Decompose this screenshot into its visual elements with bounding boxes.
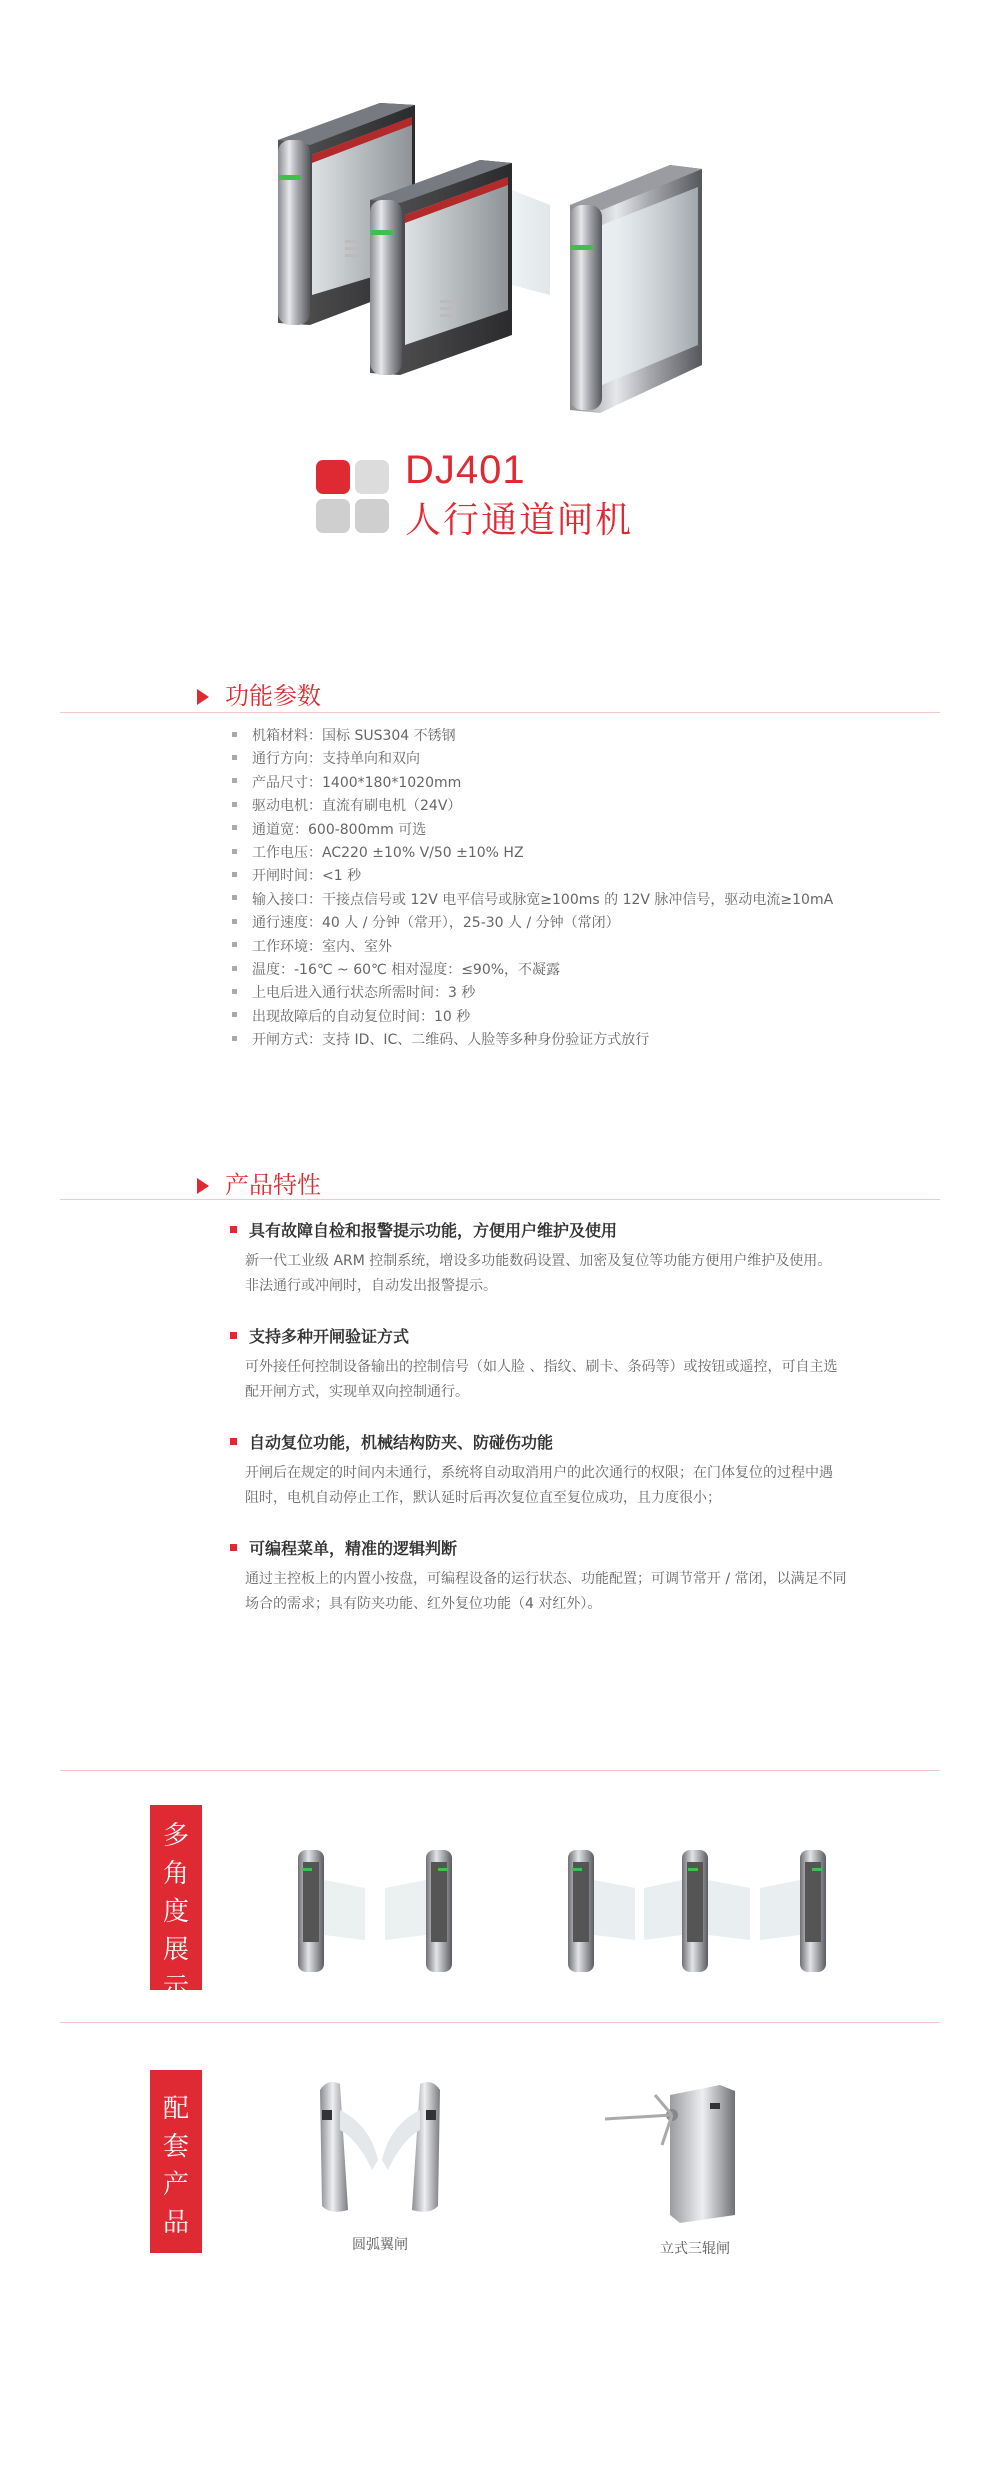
feature-item: [230, 1324, 930, 1405]
divider: [60, 1199, 940, 1200]
feature-item: [230, 1218, 930, 1299]
brand-logo: [316, 460, 396, 540]
divider: [60, 2022, 940, 2023]
specs-heading: [197, 676, 321, 711]
divider: [60, 1770, 940, 1771]
gate-right: [570, 165, 702, 413]
spec-item: 上电后进入通行状态所需时间：3 秒: [232, 982, 932, 1005]
label-char: 角: [162, 1859, 189, 1889]
label-char: 多: [162, 1821, 189, 1851]
features-heading: [197, 1165, 321, 1200]
feature-title: 自动复位功能，机械结构防夹、防碰伤功能: [249, 1433, 554, 1452]
product-model: DJ401: [405, 448, 526, 492]
hero-product-image: [250, 95, 750, 425]
spec-item: 输入接口：干接点信号或 12V 电平信号或脉宽≥100ms 的 12V 脉冲信号，驱动电流≥10mA: [232, 889, 932, 912]
feature-desc-line: 开闸后在规定的时间内未通行，系统将自动取消用户的此次通行的权限；在门体复位的过程中遇: [245, 1465, 833, 1481]
spec-item: 温度：-16℃ ~ 60℃ 相对湿度：≤90%，不凝露: [232, 959, 932, 982]
spec-item: 产品尺寸：1400*180*1020mm: [232, 772, 932, 795]
label-char: 示: [162, 1973, 189, 2003]
product-caption: 立式三辊闸: [660, 2241, 730, 2257]
spec-item: 通道宽：600-800mm 可选: [232, 819, 932, 842]
tripod-turnstile-image: [600, 2075, 750, 2225]
spec-item: 出现故障后的自动复位时间：10 秒: [232, 1006, 932, 1029]
bullet-square-icon: [230, 1226, 237, 1233]
related-products-label: [150, 2070, 202, 2253]
feature-desc-line: 阻时，电机自动停止工作，默认延时后再次复位直至复位成功，且力度很小；: [245, 1490, 721, 1506]
product-name: 人行通道闸机: [405, 500, 634, 541]
spec-item: 开闸方式：支持 ID、IC、二维码、人脸等多种身份验证方式放行: [232, 1029, 932, 1052]
feature-desc-line: 配开闸方式，实现单双向控制通行。: [245, 1384, 469, 1400]
feature-title: 可编程菜单，精准的逻辑判断: [249, 1539, 458, 1558]
arrow-right-icon: [197, 1178, 209, 1194]
logo-square-red: [316, 460, 350, 494]
product-caption: 圆弧翼闸: [352, 2237, 408, 2253]
feature-desc-line: 可外接任何控制设备输出的控制信号（如人脸 、指纹、刷卡、条码等）或按钮或遥控，可自主选: [245, 1359, 838, 1375]
multi-angle-image-two-lane: [290, 1840, 460, 1980]
label-char: 套: [162, 2132, 189, 2162]
feature-item: [230, 1430, 930, 1511]
multi-angle-image-three-lane: [560, 1840, 840, 1980]
feature-desc-line: 通过主控板上的内置小按盘，可编程设备的运行状态、功能配置；可调节常开 / 常闭，以满足不同: [245, 1571, 847, 1587]
glass-flap: [512, 190, 550, 295]
spec-item: 开闸时间：<1 秒: [232, 865, 932, 888]
features-heading-text: 产品特性: [225, 1171, 321, 1199]
bullet-square-icon: [230, 1332, 237, 1339]
feature-title: 具有故障自检和报警提示功能，方便用户维护及使用: [249, 1221, 618, 1240]
bullet-square-icon: [230, 1438, 237, 1445]
spec-item: 工作电压：AC220 ±10% V/50 ±10% HZ: [232, 842, 932, 865]
label-char: 度: [162, 1897, 189, 1927]
spec-item: 通行方向：支持单向和双向: [232, 748, 932, 771]
label-char: 产: [162, 2170, 189, 2200]
feature-desc-line: 新一代工业级 ARM 控制系统，增设多功能数码设置、加密及复位等功能方便用户维护及使用。: [245, 1253, 832, 1269]
spec-item: 工作环境：室内、室外: [232, 936, 932, 959]
divider: [60, 712, 940, 713]
spec-item: 机箱材料：国标 SUS304 不锈钢: [232, 725, 932, 748]
arrow-right-icon: [197, 689, 209, 705]
spec-item: 通行速度：40 人 / 分钟（常开），25-30 人 / 分钟（常闭）: [232, 912, 932, 935]
specs-heading-text: 功能参数: [225, 682, 321, 710]
logo-square-gray: [355, 499, 389, 533]
bullet-square-icon: [230, 1544, 237, 1551]
specs-list: [232, 725, 932, 1053]
logo-square-gray: [316, 499, 350, 533]
label-char: 展: [162, 1935, 189, 1965]
logo-square-gray: [355, 460, 389, 494]
arc-wing-gate-image: [300, 2070, 460, 2220]
multi-angle-label: [150, 1805, 202, 2003]
feature-desc-line: 非法通行或冲闸时，自动发出报警提示。: [245, 1278, 497, 1294]
feature-title: 支持多种开闸验证方式: [249, 1327, 410, 1346]
label-char: 品: [162, 2208, 189, 2238]
feature-item: [230, 1536, 930, 1617]
feature-desc-line: 场合的需求；具有防夹功能、红外复位功能（4 对红外）。: [245, 1596, 602, 1612]
spec-item: 驱动电机：直流有刷电机（24V）: [232, 795, 932, 818]
label-char: 配: [162, 2094, 189, 2124]
